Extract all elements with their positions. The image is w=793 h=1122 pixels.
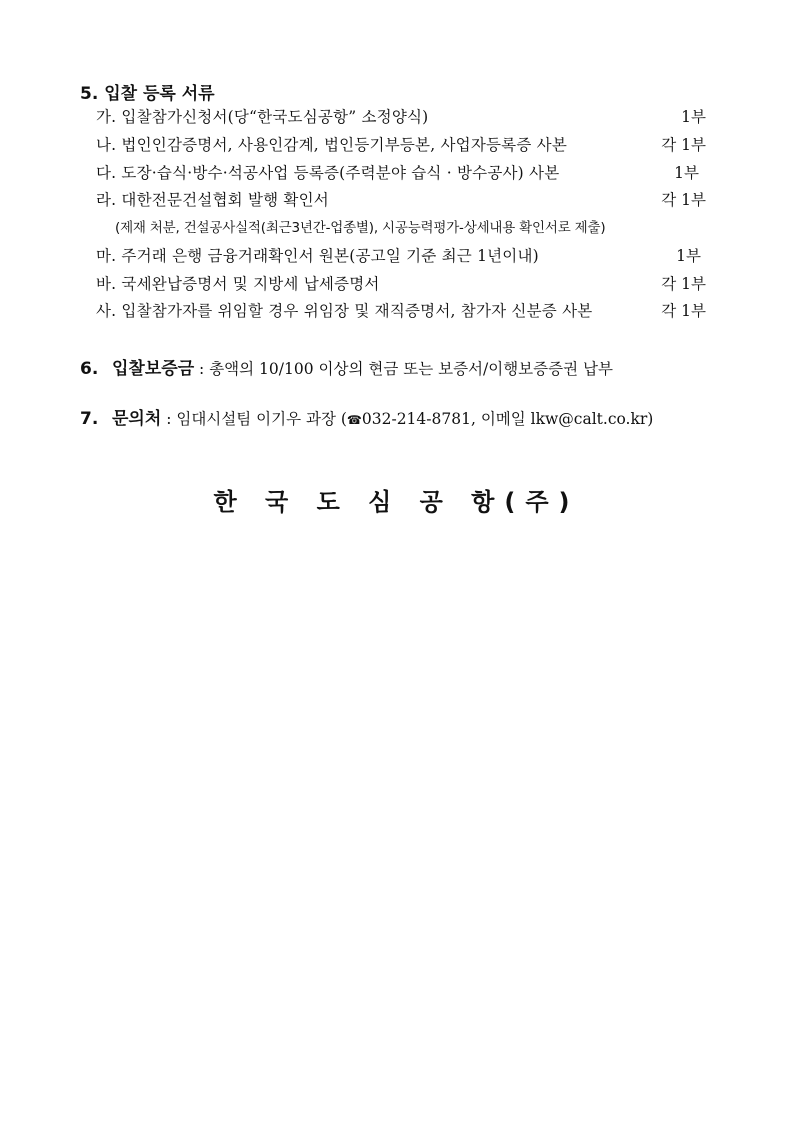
list-item: 라. 대한전문건설협회 발행 확인서 xyxy=(96,191,329,209)
list-item-qty: 각 1부 xyxy=(661,136,706,154)
section7-number: 7. xyxy=(80,409,99,429)
section6-line xyxy=(80,354,613,379)
section7-heading: 문의처 xyxy=(112,409,162,429)
section5-heading: 5. 입찰 등록 서류 xyxy=(80,84,215,104)
section7-line xyxy=(80,404,653,429)
list-item: 다. 도장·습식·방수·석공사업 등록증(주력분야 습식 · 방수공사) 사본 xyxy=(96,164,560,182)
list-item-qty: 1부 xyxy=(676,247,701,265)
list-item: 가. 입찰참가신청서(당“한국도심공항” 소정양식) xyxy=(96,108,429,126)
list-item: 마. 주거래 은행 금융거래확인서 원본(공고일 기준 최근 1년이내) xyxy=(96,247,539,265)
list-item-qty: 1부 xyxy=(674,164,699,182)
section7-text-before: : 임대시설팀 이기우 과장 ( xyxy=(161,410,347,428)
list-item-qty: 1부 xyxy=(681,108,706,126)
phone-icon: ☎ xyxy=(346,413,362,427)
list-item: 바. 국세완납증명서 및 지방세 납세증명서 xyxy=(96,275,380,293)
section6-text: : 총액의 10/100 이상의 현금 또는 보증서/이행보증증권 납부 xyxy=(194,360,613,378)
list-item-qty: 각 1부 xyxy=(661,302,706,320)
list-item: 나. 법인인감증명서, 사용인감계, 법인등기부등본, 사업자등록증 사본 xyxy=(96,136,567,154)
list-item-qty: 각 1부 xyxy=(661,275,706,293)
company-name: 한 국 도 심 공 항(주) xyxy=(213,488,580,516)
section7-text-after: 032-214-8781, 이메일 lkw@calt.co.kr) xyxy=(361,410,654,428)
section6-number: 6. xyxy=(80,359,99,379)
list-item: 사. 입찰참가자를 위임할 경우 위임장 및 재직증명서, 참가자 신분증 사본 xyxy=(96,302,593,320)
list-item-qty: 각 1부 xyxy=(661,191,706,209)
list-item-note: (제재 처분, 건설공사실적(최근3년간-업종별), 시공능력평가-상세내용 확인서로 제출) xyxy=(115,220,606,236)
section6-heading: 입찰보증금 xyxy=(112,359,195,379)
